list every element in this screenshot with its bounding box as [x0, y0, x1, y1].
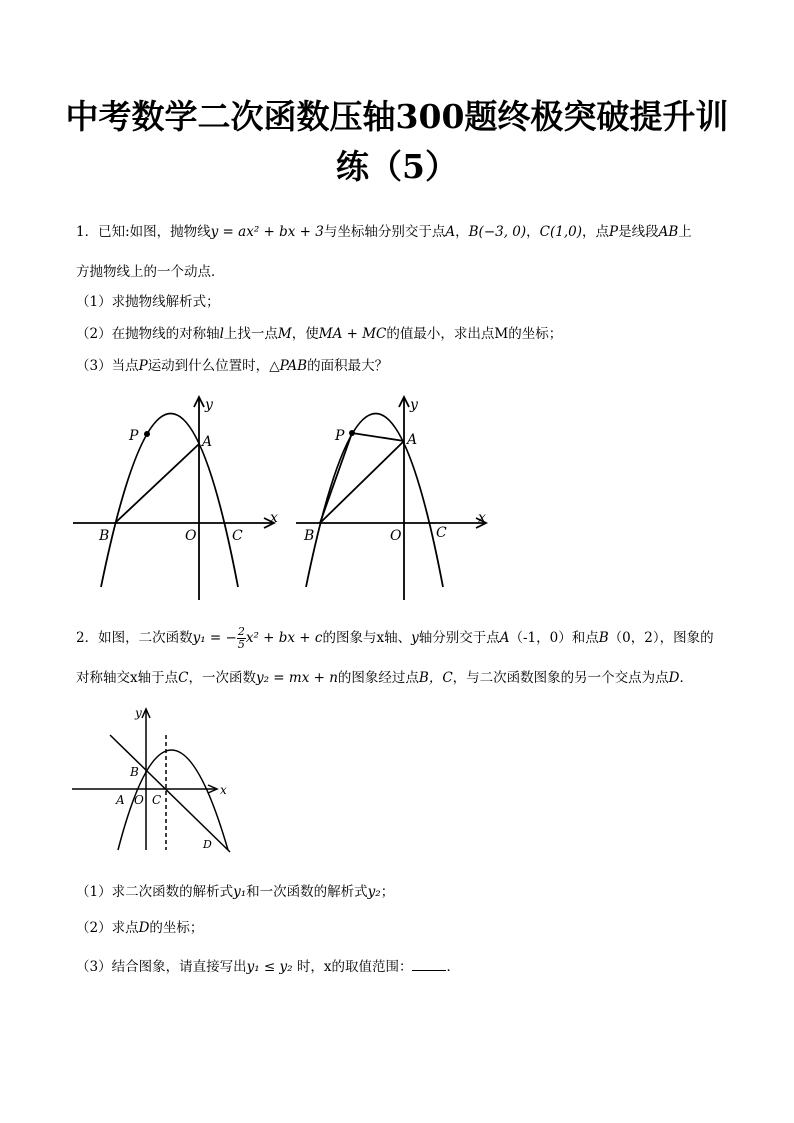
fig1-label-y: y — [205, 397, 213, 413]
q1-part3-text-b: 运动到什么位置时， — [147, 358, 270, 374]
q1-stem-line2: 方抛物线上的一个动点． — [76, 264, 225, 280]
q2-part-3 — [76, 956, 460, 977]
q2-line2-c: 的图象经过点 — [337, 670, 419, 686]
q1-text-1: 与坐标轴分别交于点 — [323, 224, 446, 240]
q1-part3-text-c: 的面积最大？ — [307, 358, 389, 374]
q1-part3-text-a: （3）当点 — [76, 358, 139, 374]
q1-part2-text-a: （2）在抛物线的对称轴 — [76, 326, 220, 342]
q2-points-bc: B，C — [418, 670, 453, 686]
fig1-label-x: x — [270, 510, 278, 526]
q1-comma-2: ， — [526, 224, 540, 240]
fig2-label-a: A — [407, 432, 418, 448]
q2-answer-blank[interactable] — [412, 956, 446, 971]
fig3-label-b: B — [130, 765, 139, 779]
fig1-label-b: B — [99, 528, 110, 544]
fig1-label-p: P — [129, 428, 139, 444]
fig1-label-o: O — [185, 528, 197, 544]
q2-line2-a: 对称轴交x轴于点 — [76, 670, 179, 686]
q2-prefix: 2．如图，二次函数 — [76, 630, 193, 646]
q2-part3-expr: y₁ ≤ y₂ — [246, 959, 293, 975]
q1-part2-text-b: 上找一点 — [223, 326, 278, 342]
fig3-label-x: x — [220, 783, 227, 797]
q1-text-2: ，点 — [582, 224, 609, 240]
q2-line2-b: ，一次函数 — [188, 670, 256, 686]
q1-part-1: （1）求抛物线解析式； — [76, 294, 220, 310]
q2-text-2: 轴分别交于点 — [418, 630, 500, 646]
fig3-label-o: O — [134, 793, 144, 807]
q2-part1-y1: y₁ — [233, 884, 247, 900]
q1-equation: y = ax² + bx + 3 — [210, 224, 324, 240]
fig1-label-c: C — [232, 528, 243, 544]
fig2-label-x: x — [478, 510, 486, 526]
q2-fraction-den: 5 — [237, 638, 245, 651]
fig2-label-p: P — [335, 428, 345, 444]
q2-fraction-num: 2 — [237, 625, 245, 638]
q1-part2-text-c: ，使 — [291, 326, 319, 342]
q1-segment-ab: AB — [658, 224, 679, 240]
q1-part3-point-p: P — [138, 358, 148, 374]
q1-text-4: 上 — [678, 224, 692, 240]
q2-part2-b: 的坐标； — [149, 920, 204, 936]
q2-b-coord: （0，2），图象的 — [608, 630, 714, 646]
fig2-label-b: B — [304, 528, 315, 544]
q2-point-c: C — [178, 670, 189, 686]
q2-part-1 — [76, 882, 394, 902]
q2-part1-a: （1）求二次函数的解析式 — [76, 884, 234, 900]
q1-point-c: C(1,0) — [539, 224, 582, 240]
q2-y2-eq: y₂ = mx + n — [255, 670, 338, 686]
q2-part3-b: 时，x的取值范围： — [292, 959, 413, 975]
q2-text-1: 的图象与x轴、 — [322, 630, 412, 646]
fig2-label-c: C — [436, 525, 447, 541]
q2-part1-y2: y₂ — [367, 884, 381, 900]
q2-part2-a: （2）求点 — [76, 920, 139, 936]
q2-point-b: B — [598, 630, 609, 646]
q2-line2-e: ． — [679, 670, 693, 686]
q2-y1-lhs: y₁ = − — [192, 630, 237, 646]
q2-part2-d: D — [138, 920, 150, 936]
fig1-label-a: A — [202, 434, 213, 450]
fig3-line-y2 — [110, 735, 230, 852]
q1-point-m: M — [277, 326, 292, 342]
q1-point-p: P — [609, 224, 619, 240]
q2-point-a: A — [499, 630, 510, 646]
q2-line2-d: ，与二次函数图象的另一个交点为点 — [452, 670, 669, 686]
fig2-label-o: O — [390, 528, 402, 544]
title-line-1: 中考数学二次函数压轴300题终极突破提升训 — [65, 97, 729, 136]
q2-y1-rest: x² + bx + c — [245, 630, 323, 646]
fig2-label-y: y — [410, 397, 418, 413]
fig3-label-d: D — [203, 838, 212, 851]
q2-part1-c: ； — [380, 884, 395, 900]
q1-prefix: 1．已知:如图，抛物线 — [76, 224, 211, 240]
q1-point-b: B(−3, 0) — [468, 224, 527, 240]
title-line-2: 练（5） — [336, 147, 458, 186]
q1-triangle-pab: △PAB — [269, 358, 308, 374]
q2-part3-c: ． — [446, 959, 460, 975]
q2-a-coord: （-1，0）和点 — [509, 630, 599, 646]
q1-expr-ma-mc: MA + MC — [318, 326, 387, 342]
q2-point-d: D — [668, 670, 680, 686]
q2-part3-a: （3）结合图象，请直接写出 — [76, 959, 247, 975]
fig3-label-y: y — [135, 706, 142, 720]
q1-text-3: 是线段 — [618, 224, 659, 240]
fig3-label-a: A — [116, 793, 125, 807]
q1-axis-l: l — [219, 326, 224, 342]
q2-part-2 — [76, 918, 203, 938]
q1-comma-1: ， — [455, 224, 469, 240]
fig3-label-c: C — [152, 793, 162, 807]
q1-part2-text-d: 的值最小，求出点M的坐标； — [386, 326, 563, 342]
q2-part1-b: 和一次函数的解析式 — [246, 884, 368, 900]
q1-point-a: A — [445, 224, 456, 240]
q2-y-axis-name: y — [411, 630, 419, 646]
